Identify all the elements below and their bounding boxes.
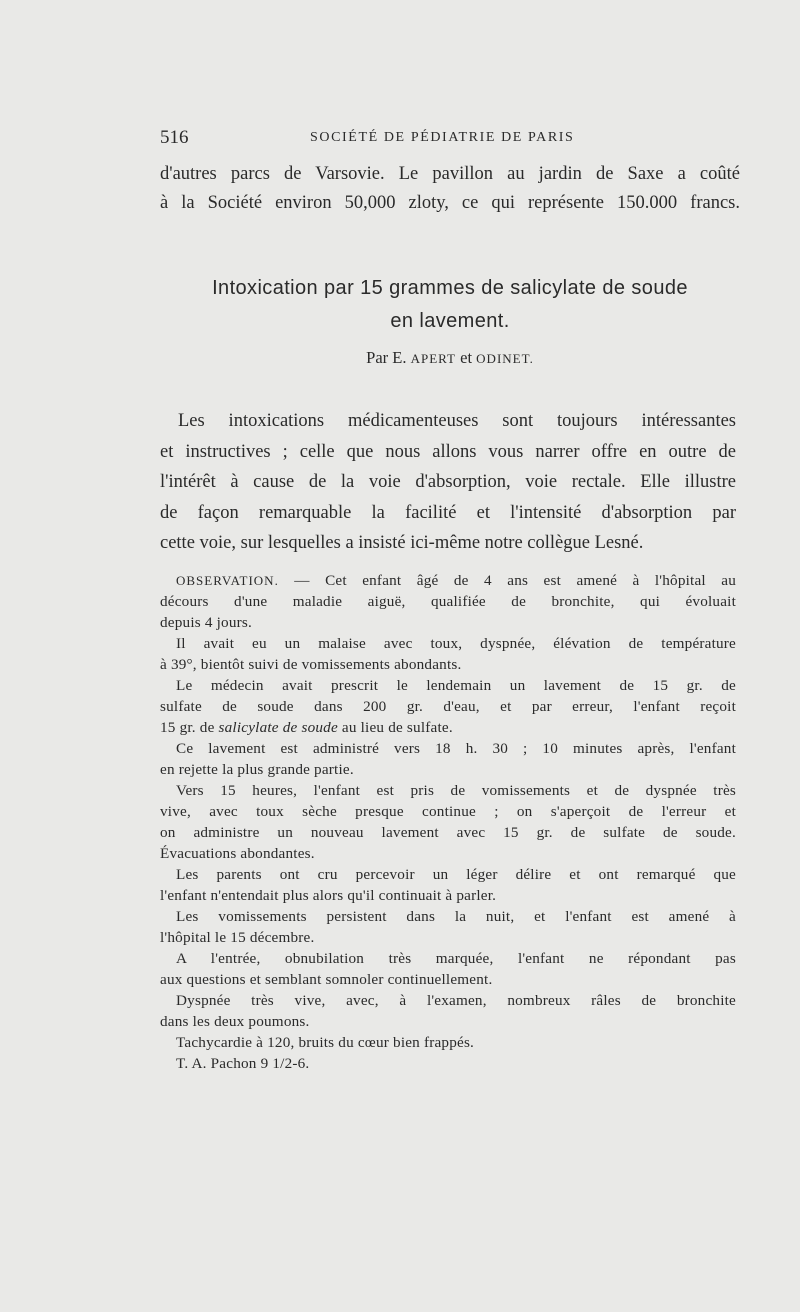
observation-line (160, 717, 736, 738)
observation-line: sulfate de soude dans 200 gr. d'eau, et par erreur, l'enfant reçoit (160, 698, 736, 715)
observation-line: Dyspnée très vive, avec, à l'examen, nombreux râles de bronchite (176, 992, 736, 1009)
observation-line: l'enfant n'entendait plus alors qu'il continuait à parler. (160, 887, 497, 904)
observation-line: T. A. Pachon 9 1/2-6. (176, 1055, 310, 1072)
paragraph-line: l'intérêt à cause de la voie d'absorption, voie rectale. Elle illustre (160, 472, 736, 492)
byline (160, 348, 740, 368)
observation-line: Évacuations abondantes. (160, 845, 315, 862)
intro-line: d'autres parcs de Varsovie. Le pavillon au jardin de Saxe a coûté (160, 164, 740, 184)
observation-line: vive, avec toux sèche presque continue ; on s'aperçoit de l'erreur et (160, 803, 736, 820)
observation-line: depuis 4 jours. (160, 614, 253, 631)
observation-line: Ce lavement est administré vers 18 h. 30 ; 10 minutes après, l'enfant (176, 740, 736, 757)
page-header (160, 127, 740, 149)
observation-line (160, 570, 736, 591)
observation-line: Les vomissements persistent dans la nuit, et l'enfant est amené à (176, 908, 736, 925)
observation-line: Tachycardie à 120, bruits du cœur bien frappés. (176, 1034, 475, 1051)
author-odinet: ODINET. (476, 351, 534, 366)
observation-text: 15 gr. de (160, 719, 219, 736)
paragraph-line: cette voie, sur lesquelles a insisté ici-même notre collègue Lesné. (160, 533, 644, 553)
article-title-line-2: en lavement. (390, 310, 510, 332)
observation-emphasis: salicylate de soude (218, 719, 338, 736)
observation-section (160, 570, 736, 1074)
observation-line: aux questions et semblant somnoler continuellement. (160, 971, 493, 988)
observation-line: A l'entrée, obnubilation très marquée, l'enfant ne répondant pas (176, 950, 736, 967)
observation-line: à 39°, bientôt suivi de vomissements abondants. (160, 656, 462, 673)
observation-line: décours d'une maladie aiguë, qualifiée de bronchite, qui évoluait (160, 593, 736, 610)
observation-line: Il avait eu un malaise avec toux, dyspnée, élévation de température (176, 635, 736, 652)
byline-conjunction: et (460, 348, 473, 367)
page-number: 516 (160, 127, 189, 148)
intro-line: à la Société environ 50,000 zloty, ce qui représente 150.000 francs. (160, 193, 740, 213)
observation-line: on administre un nouveau lavement avec 15 gr. de sulfate de soude. (160, 824, 736, 841)
paragraph-line: et instructives ; celle que nous allons vous narrer offre en outre de (160, 441, 736, 462)
observation-line: en rejette la plus grande partie. (160, 761, 354, 778)
intro-text (160, 160, 740, 218)
observation-line: l'hôpital le 15 décembre. (160, 929, 315, 946)
observation-text: au lieu de sulfate. (337, 719, 453, 736)
author-apert: APERT (410, 351, 456, 366)
observation-line: dans les deux poumons. (160, 1013, 310, 1030)
observation-text: — Cet enfant âgé de 4 ans est amené à l'hôpital au (278, 572, 736, 589)
paragraph-line: Les intoxications médicamenteuses sont toujours intéressantes (178, 411, 736, 431)
paragraph-line: de façon remarquable la facilité et l'intensité d'absorption par (160, 502, 736, 523)
running-head: SOCIÉTÉ DE PÉDIATRIE DE PARIS (310, 130, 575, 145)
article-title-line-1: Intoxication par 15 grammes de salicylate de soude (212, 277, 688, 299)
introductory-paragraph (160, 406, 736, 559)
observation-line: Les parents ont cru percevoir un léger délire et ont remarqué que (176, 866, 736, 883)
observation-line: Vers 15 heures, l'enfant est pris de vomissements et de dyspnée très (176, 782, 736, 799)
observation-label: OBSERVATION. (176, 573, 279, 588)
observation-line: Le médecin avait prescrit le lendemain un lavement de 15 gr. de (176, 677, 736, 694)
byline-prefix: Par E. (366, 348, 407, 367)
